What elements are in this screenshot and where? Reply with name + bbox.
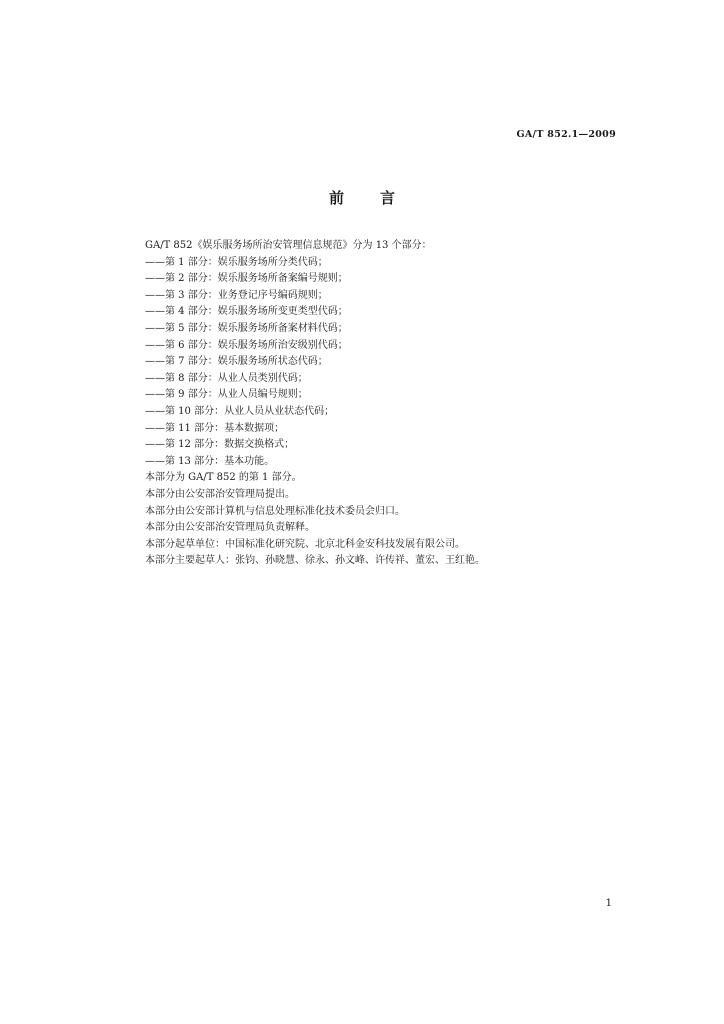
part-list-item: ——第 1 部分：娱乐服务场所分类代码； <box>145 256 328 268</box>
title-char-1: 前 <box>328 189 344 207</box>
part-list-item: ——第 10 部分：从业人员从业状态代码； <box>145 405 335 417</box>
part-list-item: ——第 11 部分：基本数据项； <box>145 422 285 434</box>
page-number: 1 <box>605 898 612 909</box>
part-list-item: ——第 12 部分：数据交换格式； <box>145 439 295 451</box>
part-list-item: ——第 5 部分：娱乐服务场所备案材料代码； <box>145 322 348 334</box>
part-list-item: ——第 4 部分：娱乐服务场所变更类型代码； <box>145 306 348 318</box>
part-list-item: ——第 3 部分：业务登记序号编码规则； <box>145 289 328 301</box>
part-list-item: ——第 7 部分：娱乐服务场所状态代码； <box>145 356 328 368</box>
part-list-item: ——第 8 部分：从业人员类别代码； <box>145 372 308 384</box>
page-title <box>0 187 724 208</box>
statement-line: 本部分由公安部计算机与信息处理标准化技术委员会归口。 <box>145 505 405 517</box>
title-char-2: 言 <box>380 189 396 207</box>
statement-line: 本部分起草单位：中国标准化研究院、北京北科金安科技发展有限公司。 <box>145 538 465 550</box>
statement-line: 本部分由公安部治安管理局提出。 <box>145 488 295 500</box>
part-list-item: ——第 9 部分：从业人员编号规则； <box>145 389 308 401</box>
intro-line: GA/T 852《娱乐服务场所治安管理信息规范》分为 13 个部分： <box>145 240 432 251</box>
part-list-item: ——第 6 部分：娱乐服务场所治安级别代码； <box>145 339 348 351</box>
standard-code: GA/T 852.1—2009 <box>516 129 616 140</box>
foreword-body <box>145 238 625 570</box>
statement-line: 本部分主要起草人：张钧、孙晓慧、徐永、孙文峰、许传祥、董宏、王红艳。 <box>145 555 485 567</box>
statement-line: 本部分由公安部治安管理局负责解释。 <box>145 522 315 534</box>
part-list-item: ——第 13 部分：基本功能。 <box>145 455 275 467</box>
part-list-item: ——第 2 部分：娱乐服务场所备案编号规则； <box>145 273 348 285</box>
statement-line: 本部分为 GA/T 852 的第 1 部分。 <box>145 472 302 484</box>
